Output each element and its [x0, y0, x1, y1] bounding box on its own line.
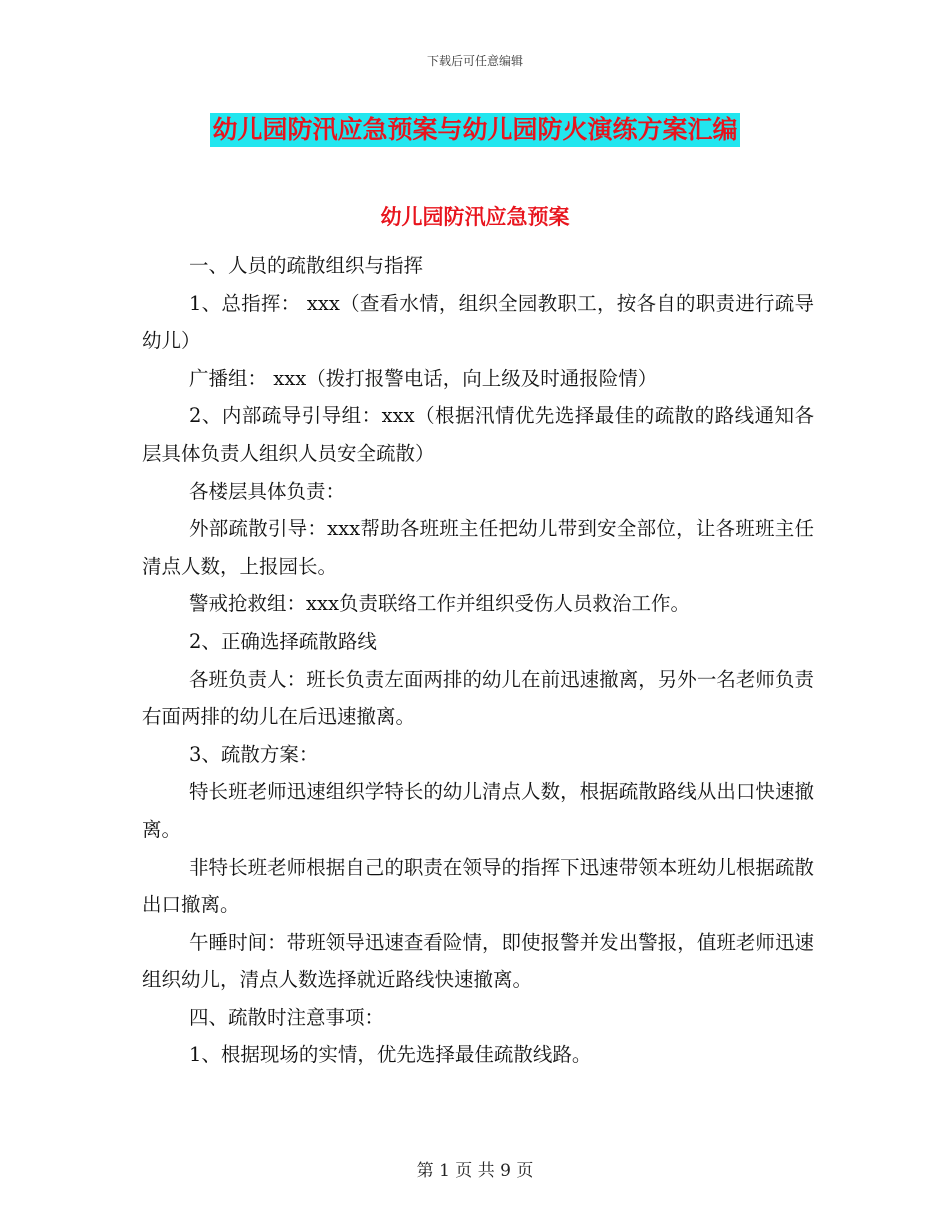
paragraph: 1、总指挥： xxx（查看水情，组织全园教职工，按各自的职责进行疏导幼儿）: [142, 291, 814, 353]
paragraph: 1、根据现场的实情，优先选择最佳疏散线路。: [189, 1043, 592, 1067]
paragraph: 3、疏散方案：: [189, 742, 319, 766]
page-number: 第 1 页 共 9 页: [416, 1161, 534, 1181]
page-header-note: 下载后可任意编辑: [426, 54, 523, 68]
main-title: 幼儿园防汛应急预案与幼儿园防火演练方案汇编: [210, 113, 739, 147]
paragraph: 各楼层具体负责：: [189, 479, 346, 503]
paragraph: 四、疏散时注意事项：: [189, 1005, 385, 1029]
paragraph: 警戒抢救组：xxx负责联络工作并组织受伤人员救治工作。: [189, 592, 690, 616]
paragraph: 2、正确选择疏散路线: [189, 629, 377, 653]
paragraph: 广播组： xxx（拨打报警电话，向上级及时通报险情）: [189, 366, 658, 390]
paragraph: 一、人员的疏散组织与指挥: [189, 254, 424, 277]
paragraph: 特长班老师迅速组织学特长的幼儿清点人数，根据疏散路线从出口快速撤离。: [142, 780, 814, 841]
paragraph: 各班负责人：班长负责左面两排的幼儿在前迅速撤离，另外一名老师负责右面两排的幼儿在后迅速撤离。: [142, 667, 814, 729]
section-title: 幼儿园防汛应急预案: [380, 204, 570, 229]
main-title-container: [0, 113, 950, 147]
document-body: [142, 247, 814, 1074]
paragraph: 非特长班老师根据自己的职责在领导的指挥下迅速带领本班幼儿根据疏散出口撤离。: [142, 855, 814, 917]
paragraph: 外部疏散引导：xxx帮助各班班主任把幼儿带到安全部位，让各班班主任清点人数，上报园长。: [142, 517, 814, 578]
paragraph: 2、内部疏导引导组：xxx（根据汛情优先选择最佳的疏散的路线通知各层具体负责人组织人员安全疏散）: [142, 404, 814, 465]
paragraph: 午睡时间：带班领导迅速查看险情，即使报警并发出警报，值班老师迅速组织幼儿，清点人数选择就近路线快速撤离。: [142, 930, 814, 992]
